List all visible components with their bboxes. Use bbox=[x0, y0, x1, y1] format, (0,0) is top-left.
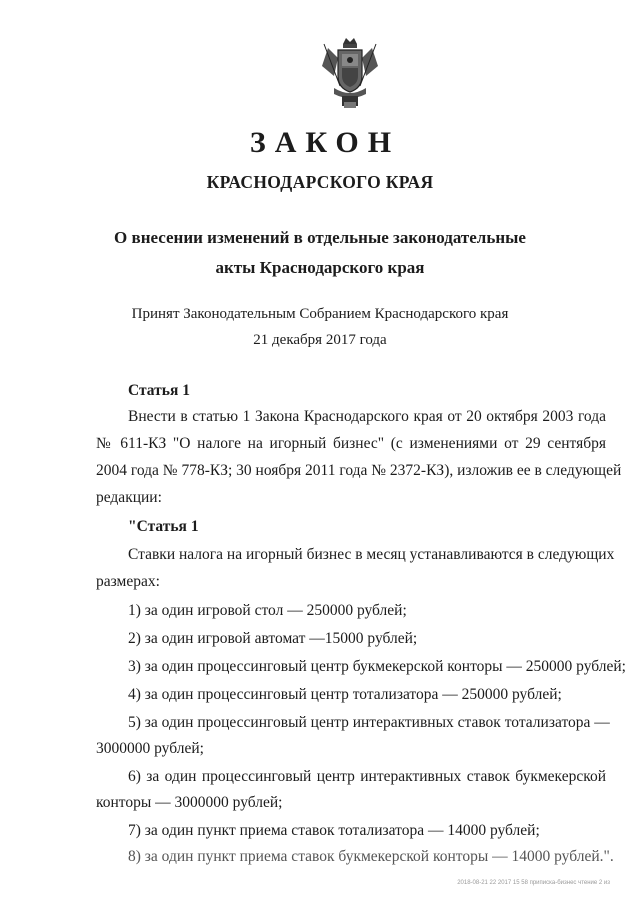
adoption-statement: Принят Законодательным Собранием Краснодарского края bbox=[131, 306, 509, 322]
article-1-paragraph-line: № 611-КЗ "О налоге на игорный бизнес" (с изменениями от 29 сентября bbox=[96, 435, 606, 452]
quoted-article-heading: "Статья 1 bbox=[128, 518, 199, 535]
rate-list-item-continuation: 3000000 рублей; bbox=[96, 740, 204, 757]
rate-list-item: 3) за один процессинговый центр букмекерской конторы — 250000 рублей; bbox=[128, 658, 626, 675]
adoption-date: 21 декабря 2017 года bbox=[253, 332, 387, 348]
region-title: КРАСНОДАРСКОГО КРАЯ bbox=[206, 172, 434, 192]
rate-list-item: 6) за один процессинговый центр интерактивных ставок букмекерской bbox=[128, 768, 606, 785]
rate-list-item: 7) за один пункт приема ставок тотализатора — 14000 рублей; bbox=[128, 822, 540, 839]
article-1-paragraph-line: редакции: bbox=[96, 489, 162, 506]
article-1-paragraph-line: 2004 года № 778-КЗ; 30 ноября 2011 года № 2372-КЗ), изложив ее в следующей bbox=[96, 462, 622, 479]
krasnodar-coat-of-arms-emblem bbox=[316, 36, 384, 110]
quoted-intro-line: размерах: bbox=[96, 573, 160, 590]
rate-list-item: 1) за один игровой стол — 250000 рублей; bbox=[128, 602, 407, 619]
document-type-title: ЗАКОН bbox=[249, 126, 401, 159]
law-subject-line-2: акты Краснодарского края bbox=[215, 258, 425, 277]
rate-list-item: 8) за один пункт приема ставок букмекерской конторы — 14000 рублей.". bbox=[128, 848, 614, 865]
rate-list-item-continuation: конторы — 3000000 рублей; bbox=[96, 794, 283, 811]
quoted-intro-line: Ставки налога на игорный бизнес в месяц устанавливаются в следующих bbox=[128, 546, 615, 563]
rate-list-item: 2) за один игровой автомат —15000 рублей; bbox=[128, 630, 418, 647]
law-subject-line-1: О внесении изменений в отдельные законодательные bbox=[114, 228, 526, 247]
rate-list-item: 4) за один процессинговый центр тотализатора — 250000 рублей; bbox=[128, 686, 562, 703]
article-1-paragraph-line: Внести в статью 1 Закона Краснодарского края от 20 октября 2003 года bbox=[128, 408, 606, 425]
article-1-heading: Статья 1 bbox=[128, 382, 190, 399]
rate-list-item: 5) за один процессинговый центр интерактивных ставок тотализатора — bbox=[128, 714, 610, 731]
footer-file-stamp: 2018-08-21 22 2017 15 58 приписка-бизнес чтение 2 из bbox=[457, 880, 610, 886]
